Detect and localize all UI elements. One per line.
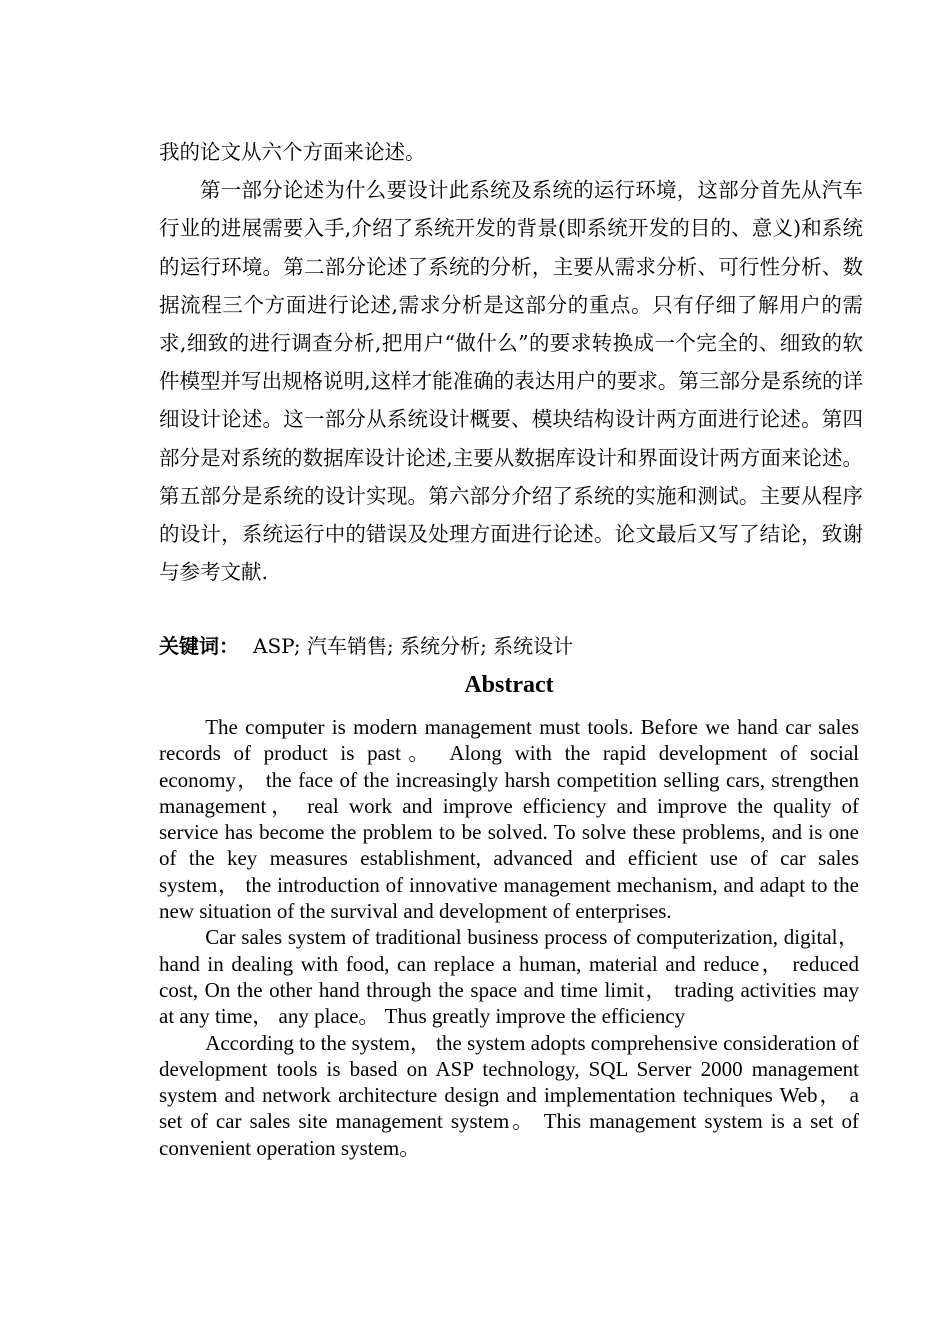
english-abstract [159,714,859,1161]
chinese-body-paragraph: 第一部分论述为什么要设计此系统及系统的运行环境，这部分首先从汽车行业的进展需要入手,介绍了系统开发的背景(即系统开发的目的、意义)和系统的运行环境。第二部分论述了系统的分析，主要从需求分析、可行性分析、数据流程三个方面进行论述,需求分析是这部分的重点。只有仔细了解用户的需求,细致的进行调查分析,把用户“做什么”的要求转换成一个完全的、细致的软件模型并写出规格说明,这样才能准确的表达用户的要求。第三部分是系统的详细设计论述。这一部分从系统设计概要、模块结构设计两方面进行论述。第四部分是对系统的数据库设计论述,主要从数据库设计和界面设计两方面来论述。第五部分是系统的设计实现。第六部分介绍了系统的实施和测试。主要从程序的设计，系统运行中的错误及处理方面进行论述。论文最后又写了结论，致谢与参考文献. [159,178,863,585]
chinese-intro-paragraph: 我的论文从六个方面来论述。 [159,140,426,164]
english-paragraph-2: Car sales system of traditional business process of computerization, digital， hand in dealing with food, can replace a human, material and reduce， reduced cost, On the other hand through the space and time limit， trading activities may at any time， any place。 Thus greatly improve the efficiency [159,925,859,1029]
keywords-value: ASP; 汽车销售; 系统分析; 系统设计 [253,634,574,658]
english-paragraph-1: The computer is modern management must tools. Before we hand car sales records of product is past。 Along with the rapid development of social economy， the face of the increasingly harsh competition selling cars, strengthen management， real work and improve efficiency and improve the quality of service has become the problem to be solved. To solve these problems, and is one of the key measures establishment, advanced and efficient use of car sales system， the introduction of innovative management mechanism, and adapt to the new situation of the survival and development of enterprises. [159,715,859,924]
chinese-abstract [159,133,863,591]
abstract-title: Abstract [464,672,554,698]
keywords-line [159,629,863,663]
english-paragraph-3: According to the system， the system adopts comprehensive consideration of development tools is based on ASP technology, SQL Server 2000 management system and network architecture design and implementation techniques Web， a set of car sales site management system。 This management system is a set of convenient operation system。 [159,1030,859,1160]
keywords-label: 关键词： [159,634,239,658]
